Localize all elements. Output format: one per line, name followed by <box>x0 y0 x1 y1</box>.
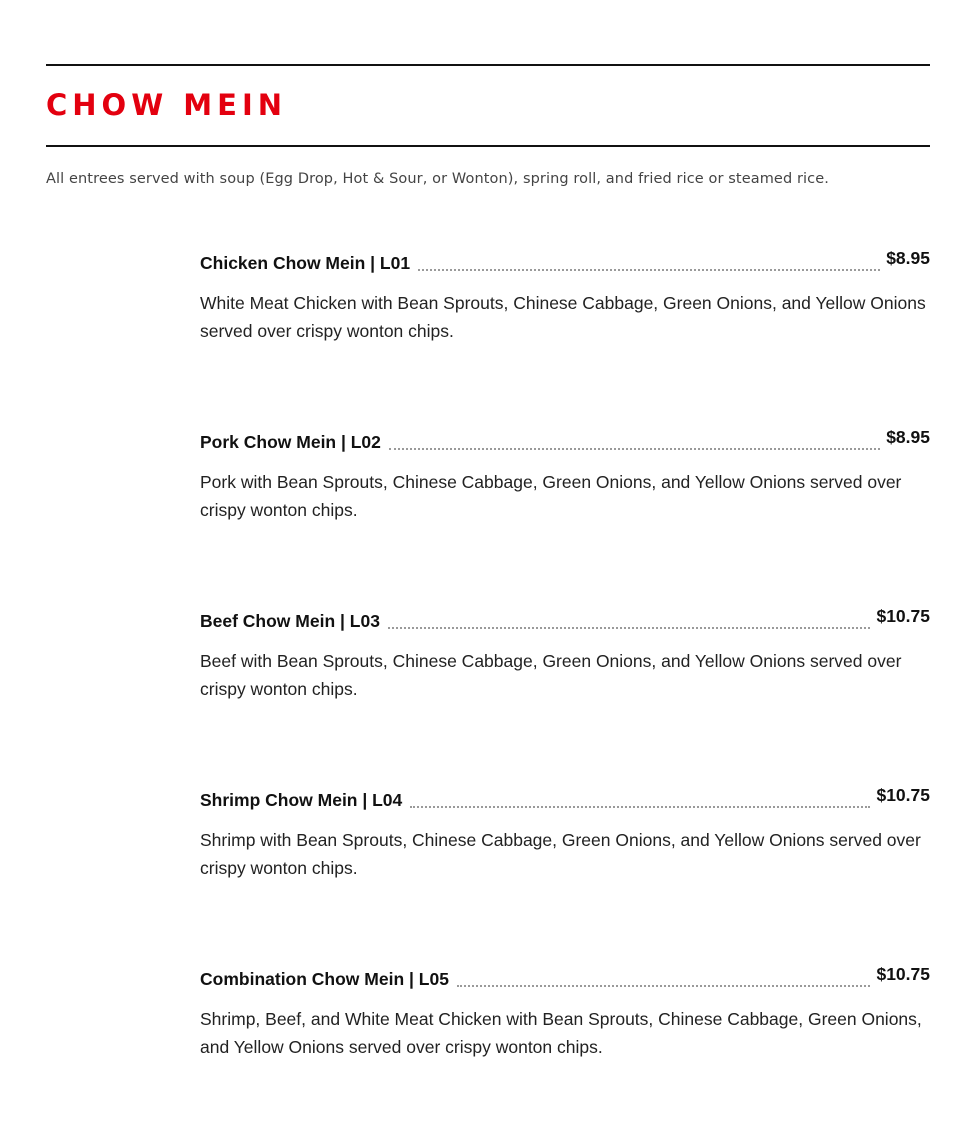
menu-item-price: $10.75 <box>876 964 930 984</box>
section-top-divider <box>46 64 930 66</box>
menu-item-price: $8.95 <box>886 427 930 447</box>
menu-item <box>200 607 930 786</box>
menu-item-header <box>200 249 930 275</box>
menu-item-description: Shrimp, Beef, and White Meat Chicken with Bean Sprouts, Chinese Cabbage, Green Onions, and Yellow Onions served over crispy wonton chips. <box>200 1009 922 1057</box>
menu-item-description: Beef with Bean Sprouts, Chinese Cabbage, Green Onions, and Yellow Onions served over crispy wonton chips. <box>200 651 902 699</box>
menu-item <box>200 249 930 428</box>
menu-item-name: Shrimp Chow Mein | L04 <box>200 790 403 810</box>
menu-item-header <box>200 786 930 812</box>
dotted-leader <box>389 447 880 450</box>
menu-item-name: Pork Chow Mein | L02 <box>200 432 381 452</box>
menu-item-price: $10.75 <box>876 606 930 626</box>
menu-item-name: Beef Chow Mein | L03 <box>200 611 380 631</box>
menu-item-price: $10.75 <box>876 785 930 805</box>
dotted-leader <box>410 805 870 808</box>
menu-item <box>200 786 930 965</box>
menu-item-name: Chicken Chow Mein | L01 <box>200 253 411 273</box>
section-title: CHOW MEIN <box>46 88 288 122</box>
menu-item <box>200 428 930 607</box>
menu-item-header <box>200 607 930 633</box>
menu-item-description: White Meat Chicken with Bean Sprouts, Chinese Cabbage, Green Onions, and Yellow Onions served over crispy wonton chips. <box>200 293 926 341</box>
dotted-leader <box>457 984 871 987</box>
dotted-leader <box>388 626 871 629</box>
menu-item-description: Pork with Bean Sprouts, Chinese Cabbage, Green Onions, and Yellow Onions served over crispy wonton chips. <box>200 472 902 520</box>
menu-item-header <box>200 965 930 991</box>
menu-item <box>200 965 930 1144</box>
menu-items-list <box>200 249 930 1144</box>
section-note: All entrees served with soup (Egg Drop, Hot & Sour, or Wonton), spring roll, and fried rice or steamed rice. <box>46 171 829 187</box>
dotted-leader <box>418 268 880 271</box>
menu-item-price: $8.95 <box>886 248 930 268</box>
menu-item-name: Combination Chow Mein | L05 <box>200 969 449 989</box>
section-bottom-divider <box>46 145 930 147</box>
menu-item-header <box>200 428 930 454</box>
menu-item-description: Shrimp with Bean Sprouts, Chinese Cabbage, Green Onions, and Yellow Onions served over crispy wonton chips. <box>200 830 921 878</box>
